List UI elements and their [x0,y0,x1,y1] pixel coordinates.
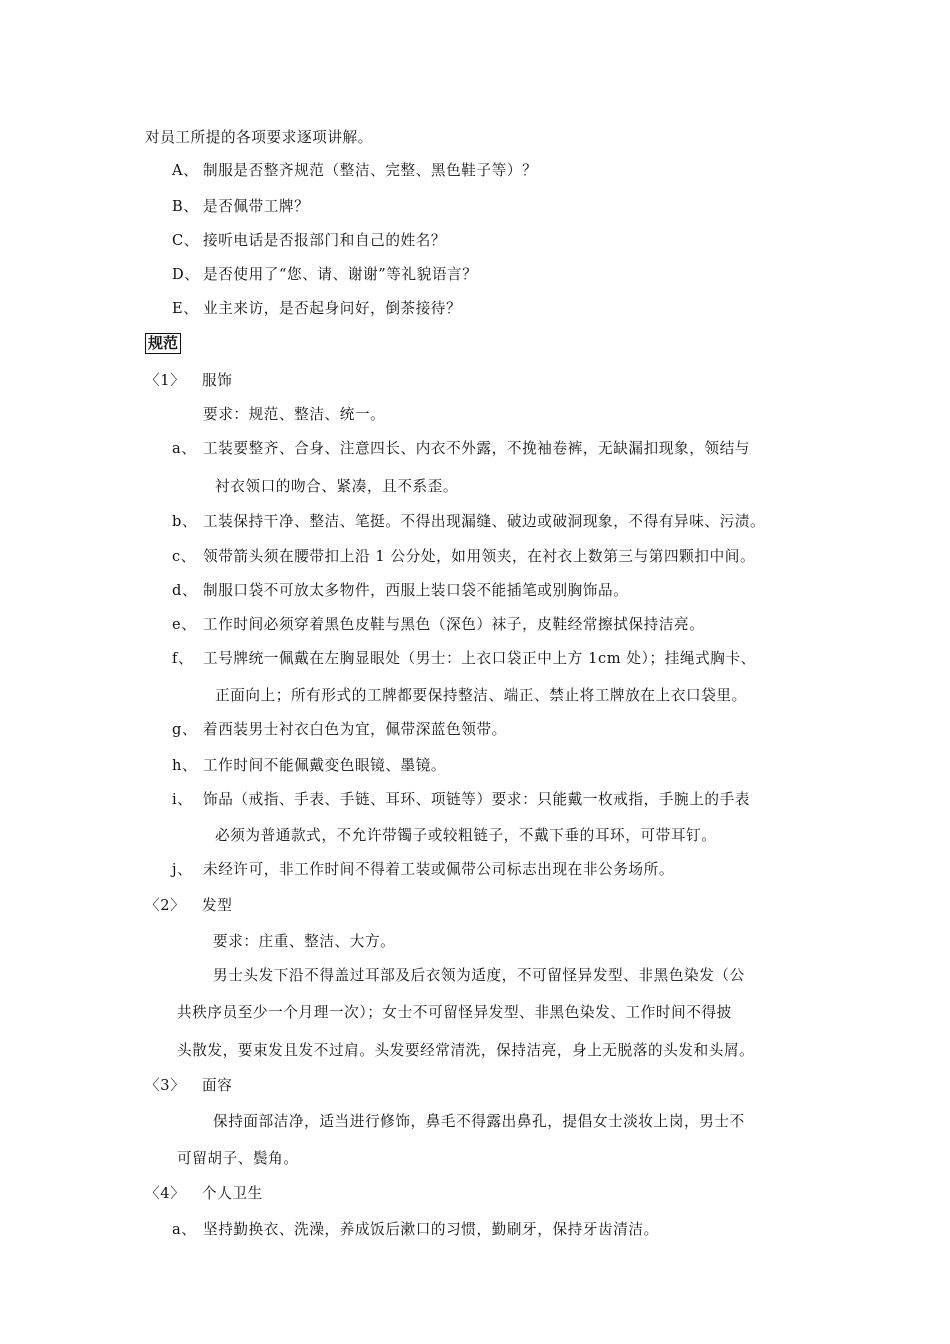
s1-item-c [172,547,755,567]
item-text: 工作时间不能佩戴变色眼镜、墨镜。 [203,757,447,774]
item-marker: j、 [172,861,193,878]
section-2-paragraph-line: 男士头发下沿不得盖过耳部及后衣领为适度，不可留怪异发型、非黑色染发（公 [213,967,745,984]
item-marker: a、 [172,440,197,457]
section-1-heading [145,371,232,391]
section-3-paragraph-line: 可留胡子、鬓角。 [177,1150,299,1167]
s4-item-a [172,1220,659,1240]
section-3-heading [145,1076,232,1096]
section-2-paragraph-line: 头散发，要束发且发不过肩。头发要经常清洗，保持洁亮，身上无脱落的头发和头屑。 [177,1042,755,1059]
item-marker: B、 [172,198,199,215]
section-number: 〈4〉 [145,1185,186,1202]
item-marker: e、 [172,616,197,633]
item-marker: f、 [172,650,194,667]
s1-item-a [172,439,750,459]
section-2-requirement: 要求：庄重、整洁、大方。 [213,933,396,950]
checklist-item-c [172,231,446,251]
item-marker: c、 [172,548,196,565]
item-marker: h、 [172,757,198,774]
item-text: 饰品（戒指、手表、手链、耳环、项链等）要求：只能戴一枚戒指，手腕上的手表 [203,791,750,808]
s1-item-f-continuation: 正面向上；所有形式的工牌都要保持整洁、端正、禁止将工牌放在上衣口袋里。 [215,687,747,704]
intro-line: 对员工所提的各项要求逐项讲解。 [145,129,373,146]
s1-item-h [172,756,446,776]
section-2-paragraph-line: 共秩序员至少一个月理一次）；女士不可留怪异发型、非黑色染发、工作时间不得披 [177,1004,732,1021]
s1-item-i [172,790,750,810]
s1-item-j [172,860,674,880]
item-text: 工装要整齐、合身、注意四长、内衣不外露，不挽袖卷裤，无缺漏扣现象，领结与 [203,440,750,457]
section-title: 服饰 [202,372,233,389]
item-text: 工装保持干净、整洁、笔挺。不得出现漏缝、破边或破洞现象，不得有异味、污渍。 [203,513,766,530]
s1-item-b [172,512,765,532]
item-marker: g、 [172,721,198,738]
item-text: 接听电话是否报部门和自己的姓名？ [203,232,447,249]
s1-item-e [172,615,704,635]
checklist-item-d [172,265,477,285]
item-text: 坚持勤换衣、洗澡，养成饭后漱口的习惯，勤刷牙，保持牙齿清洁。 [203,1221,659,1238]
item-marker: a、 [172,1221,197,1238]
item-marker: D、 [172,266,200,283]
item-marker: A、 [172,162,199,179]
section-number: 〈2〉 [145,897,186,914]
item-marker: C、 [172,232,199,249]
s1-item-i-continuation: 必须为普通款式，不允许带镯子或较粗链子，不戴下垂的耳环，可带耳钉。 [215,827,717,844]
section-4-heading [145,1184,263,1204]
item-text: 未经许可，非工作时间不得着工装或佩带公司标志出现在非公务场所。 [203,861,675,878]
s1-item-f [172,649,756,669]
s1-item-a-continuation: 衬衣领口的吻合、紧凑，且不系歪。 [215,478,459,495]
item-text: 业主来访，是否起身问好，倒茶接待？ [203,300,462,317]
section-number: 〈1〉 [145,372,186,389]
item-marker: E、 [172,300,199,317]
section-heading: 规范 [145,333,181,354]
item-text: 是否使用了“您、请、谢谢”等礼貌语言？ [203,266,478,283]
item-marker: d、 [172,582,198,599]
section-1-requirement: 要求：规范、整洁、统一。 [203,406,386,423]
item-text: 领带箭头须在腰带扣上沿 1 公分处，如用领夹，在衬衣上数第三与第四颗扣中间。 [203,548,756,565]
checklist-item-e [172,299,461,319]
item-marker: i、 [172,791,193,808]
section-title: 发型 [202,897,233,914]
item-marker: b、 [172,513,198,530]
s1-item-g [172,720,507,740]
item-text: 着西装男士衬衣白色为宜，佩带深蓝色领带。 [203,721,507,738]
item-text: 工作时间必须穿着黑色皮鞋与黑色（深色）袜子，皮鞋经常擦拭保持洁亮。 [203,616,705,633]
section-3-paragraph-line: 保持面部洁净，适当进行修饰，鼻毛不得露出鼻孔，提倡女士淡妆上岗，男士不 [213,1113,745,1130]
item-text: 是否佩带工牌？ [203,198,310,215]
section-title: 个人卫生 [202,1185,263,1202]
checklist-item-b [172,197,309,217]
checklist-item-a [172,161,537,181]
section-number: 〈3〉 [145,1077,186,1094]
item-text: 制服是否整齐规范（整洁、完整、黑色鞋子等）？ [203,162,538,179]
s1-item-d [172,581,628,601]
section-2-heading [145,896,232,916]
item-text: 工号牌统一佩戴在左胸显眼处（男士：上衣口袋正中上方 1cm 处）；挂绳式胸卡、 [203,650,756,667]
section-title: 面容 [202,1077,233,1094]
item-text: 制服口袋不可放太多物件，西服上装口袋不能插笔或别胸饰品。 [203,582,629,599]
